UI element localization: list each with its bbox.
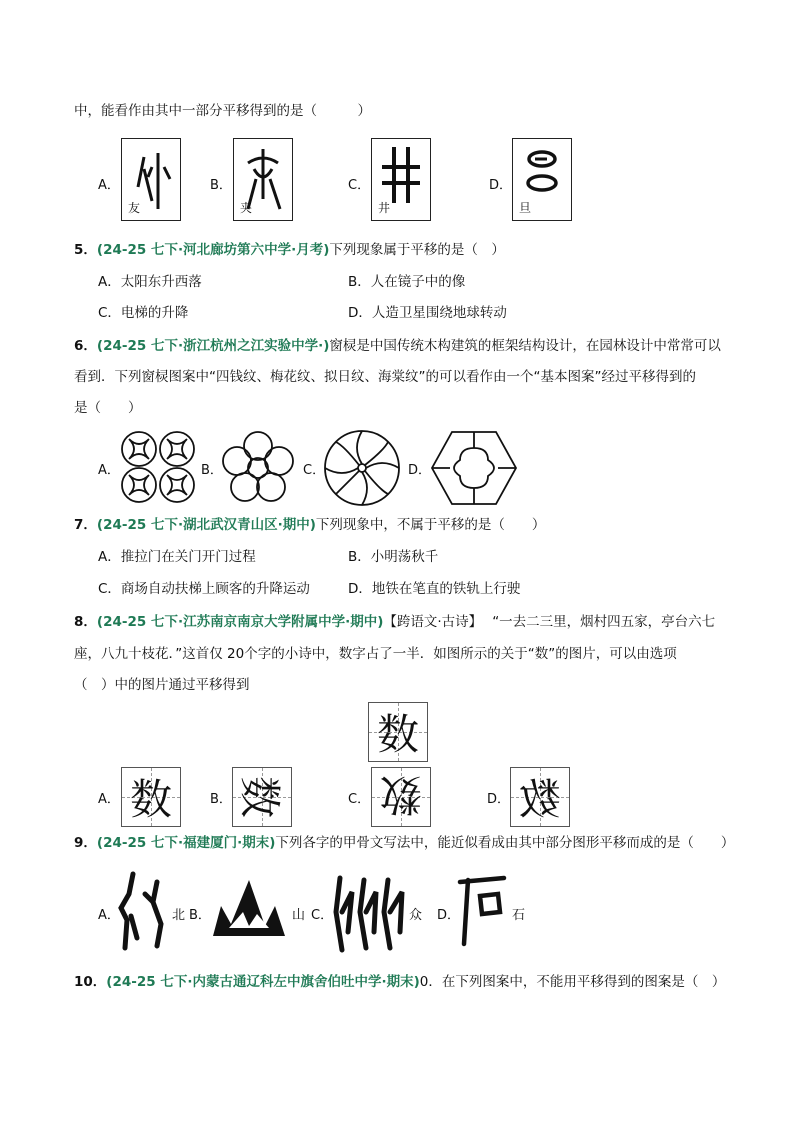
q4-option-b-box (233, 138, 293, 221)
q6-stem-line-2: 看到．下列窗棂图案中“四钱纹、梅花纹、拟日纹、海棠纹”的可以看作由一个“基本图案”经过平移得到的 (74, 369, 696, 385)
q9-option-d-char: 石 (512, 908, 526, 923)
q5-stem: 下列现象属于平移的是（ ） (329, 242, 505, 258)
q8-option-a-glyph-box (121, 767, 181, 827)
q8-option-d-glyph: 数 (519, 775, 562, 824)
oracle-bei-glyph (117, 868, 173, 954)
q4-option-d-box (512, 138, 572, 221)
q9-number: 9． (74, 835, 97, 851)
q5-stem-line (74, 240, 505, 260)
q5-option-b: B．人在镜子中的像 (348, 274, 466, 290)
q9-option-b-label: B． (189, 908, 211, 923)
q10-stem-line (74, 972, 725, 992)
q4-option-c-box (371, 138, 431, 221)
q4-option-b-label: B． (210, 178, 232, 193)
q9-stem: 下列各字的甲骨文写法中，能近似看成由其中部分图形平移而成的是（ ） (275, 835, 735, 851)
q8-number: 8． (74, 614, 97, 630)
q4-option-c-label: C． (348, 178, 371, 193)
q7-stem: 下列现象中，不属于平移的是（ ） (315, 517, 546, 533)
q8-source: (24-25 七下·江苏南京南京大学附属中学·期中) (96, 614, 384, 630)
q4-option-c-char: 井 (378, 201, 391, 215)
plum-blossom-pattern (218, 430, 298, 506)
q6-stem-line-1 (74, 336, 721, 356)
q6-stem-line-3: 是（ ） (74, 400, 142, 416)
q6-source: (24-25 七下·浙江杭州之江实验中学·) (96, 338, 330, 354)
q8-option-c-label: C． (348, 792, 371, 807)
q8-stem-line-1 (74, 612, 715, 632)
q7-option-a: A．推拉门在关门开门过程 (98, 549, 256, 565)
q6-option-c-label: C． (303, 463, 326, 478)
q8-option-c-glyph-box (371, 767, 431, 827)
begonia-pattern (430, 430, 518, 506)
q9-source: (24-25 七下·福建厦门·期末) (96, 835, 276, 851)
q7-option-b: B．小明荡秋千 (348, 549, 439, 565)
q4-option-a-label: A． (98, 178, 120, 193)
q6-option-d-label: D． (408, 463, 432, 478)
q6-option-b-label: B． (201, 463, 223, 478)
q5-option-d: D．人造卫星围绕地球转动 (348, 305, 507, 321)
q7-option-d: D．地铁在笔直的铁轨上行驶 (348, 581, 521, 597)
q8-option-b-glyph: 数 (235, 775, 284, 818)
q5-option-a: A．太阳东升西落 (98, 274, 202, 290)
q8-stem-1: “一去二三里，烟村四五家，亭台六七 (492, 614, 716, 630)
q10-number: 10． (74, 974, 107, 990)
q4-option-b-char: 夹 (240, 201, 253, 215)
q9-stem-line (74, 833, 734, 853)
q8-stem-line-3: （ ）中的图片通过平移得到 (74, 677, 250, 693)
q8-stem-line-2: 座，八九十枝花．”这首仅 20个字的小诗中，数字占了一半．如图所示的关于“数”的图片，可以由选项 (74, 646, 677, 662)
q4-option-a-char: 友 (128, 201, 141, 215)
q9-option-c-char: 众 (409, 908, 423, 923)
q8-reference-glyph: 数 (376, 710, 419, 759)
four-coin-pattern (116, 430, 202, 504)
q7-stem-line (74, 515, 545, 535)
q4-option-a-box (121, 138, 181, 221)
q4-stem: 中，能看作由其中一部分平移得到的是（ ） (74, 103, 371, 119)
q8-option-a-glyph: 数 (129, 775, 172, 824)
q9-option-d-label: D． (437, 908, 461, 923)
q8-option-b-glyph-box (232, 767, 292, 827)
q5-option-c: C．电梯的升降 (98, 305, 189, 321)
q5-source: (24-25 七下·河北廊坊第六中学·月考) (96, 242, 330, 258)
q9-option-b-char: 山 (292, 908, 306, 923)
q4-option-d-label: D． (489, 178, 513, 193)
q8-tag: 【跨语文·古诗】 (383, 614, 483, 630)
sun-pattern (322, 428, 402, 508)
q5-number: 5． (74, 242, 97, 258)
q9-option-a-char: 北 (172, 908, 186, 923)
q8-option-a-label: A． (98, 792, 120, 807)
q8-reference-glyph-box (368, 702, 428, 762)
q6-stem-1: 窗棂是中国传统木构建筑的框架结构设计，在园林设计中常常可以 (329, 338, 721, 354)
oracle-shi-glyph (456, 872, 512, 948)
q7-source: (24-25 七下·湖北武汉青山区·期中) (96, 517, 316, 533)
q7-number: 7． (74, 517, 97, 533)
q9-option-c-label: C． (311, 908, 334, 923)
q10-stem: 0．在下列图案中，不能用平移得到的图案是（ ） (419, 974, 726, 990)
q4-option-d-char: 旦 (519, 201, 532, 215)
q9-option-a-label: A． (98, 908, 120, 923)
q6-option-a-label: A． (98, 463, 120, 478)
q8-option-b-label: B． (210, 792, 232, 807)
q8-option-d-label: D． (487, 792, 511, 807)
q8-option-c-glyph: 数 (380, 770, 423, 819)
oracle-zhong-glyph (330, 872, 410, 954)
q6-number: 6． (74, 338, 97, 354)
oracle-shan-glyph (207, 872, 291, 942)
q8-option-d-glyph-box (510, 767, 570, 827)
q10-source: (24-25 七下·内蒙古通辽科左中旗舍伯吐中学·期末) (106, 974, 420, 990)
q7-option-c: C．商场自动扶梯上顾客的升降运动 (98, 581, 310, 597)
